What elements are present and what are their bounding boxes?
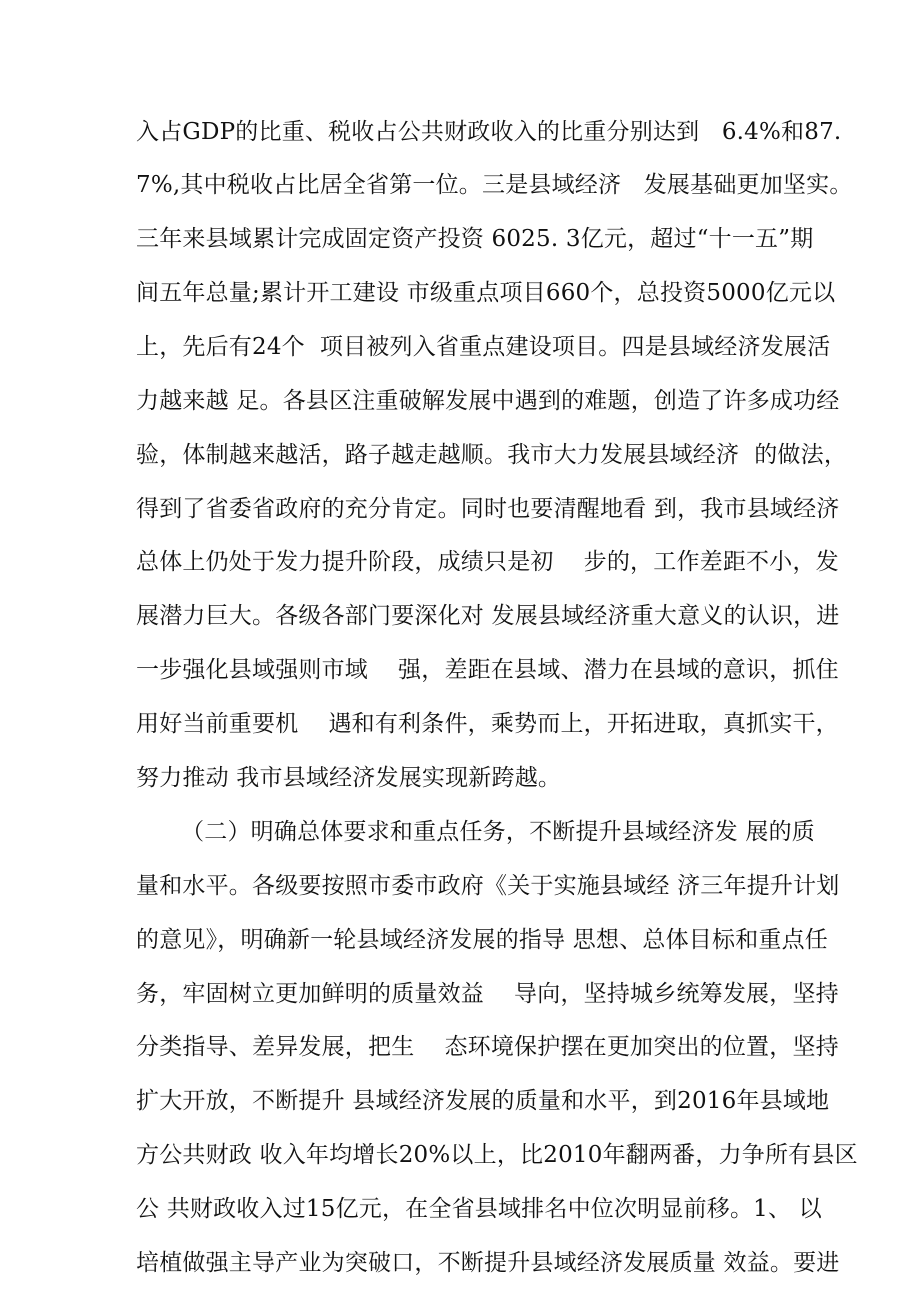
text-line: 验，体制越来越活，路子越走越顺。我市大力发展县域经济 的做法， bbox=[136, 442, 848, 468]
text-line: 分类指导、差异发展，把生 态环境保护摆在更加突出的位置，坚持 bbox=[136, 1034, 839, 1060]
text-line: 7%,其中税收占比居全省第一位。三是县域经济 发展基础更加坚实。 bbox=[136, 172, 853, 198]
text-line: 入占GDP的比重、税收占公共财政收入的比重分别达到 6.4%和87. bbox=[136, 119, 842, 145]
text-line: 的意见》，明确新一轮县域经济发展的指导 思想、总体目标和重点任 bbox=[136, 927, 829, 953]
text-line: 总体上仍处于发力提升阶段，成绩只是初 步的，工作差距不小，发 bbox=[136, 549, 839, 575]
text-line: 公 共财政收入过15亿元，在全省县域排名中位次明显前移。1、 以 bbox=[136, 1196, 822, 1222]
text-line: 扩大开放，不断提升 县域经济发展的质量和水平，到2016年县域地 bbox=[136, 1088, 830, 1114]
text-line: 方公共财政 收入年均增长20%以上，比2010年翻两番，力争所有县区 bbox=[136, 1142, 858, 1168]
section-heading-line: （二）明确总体要求和重点任务，不断提升县域经济发 展的质 bbox=[136, 819, 815, 845]
text-line: 量和水平。各级要按照市委市政府《关于实施县域经 济三年提升计划 bbox=[136, 873, 840, 899]
text-line: 力越来越 足。各县区注重破解发展中遇到的难题，创造了许多成功经 bbox=[136, 388, 840, 414]
text-line: 三年来县域累计完成固定资产投资 6025. 3亿元，超过“十一五”期 bbox=[136, 226, 814, 252]
text-line: 间五年总量;累计开工建设 市级重点项目660个，总投资5000亿元以 bbox=[136, 280, 836, 306]
text-line: 展潜力巨大。各级各部门要深化对 发展县域经济重大意义的认识，进 bbox=[136, 603, 840, 629]
text-line: 努力推动 我市县域经济发展实现新跨越。 bbox=[136, 765, 562, 791]
text-line: 培植做强主导产业为突破口，不断提升县域经济发展质量 效益。要进 bbox=[136, 1250, 840, 1276]
text-line: 得到了省委省政府的充分肯定。同时也要清醒地看 到，我市县域经济 bbox=[136, 496, 840, 522]
text-line: 务，牢固树立更加鲜明的质量效益 导向，坚持城乡统筹发展，坚持 bbox=[136, 981, 839, 1007]
text-line: 用好当前重要机 遇和有利条件，乘势而上，开拓进取，真抓实干， bbox=[136, 711, 839, 737]
text-line: 上，先后有24个 项目被列入省重点建设项目。四是县域经济发展活 bbox=[136, 334, 831, 360]
text-line: 一步强化县域强则市域 强，差距在县域、潜力在县域的意识，抓住 bbox=[136, 657, 839, 683]
